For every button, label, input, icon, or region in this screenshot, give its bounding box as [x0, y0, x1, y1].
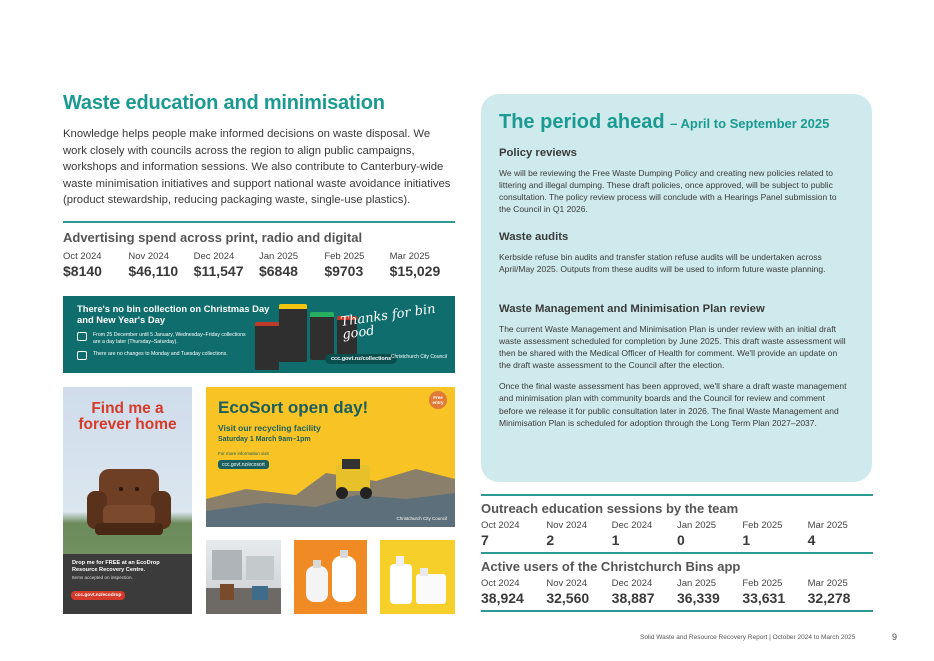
stat-month: Nov 2024	[128, 250, 169, 262]
stat-month: Dec 2024	[611, 578, 653, 589]
stat-month: Nov 2024	[546, 578, 587, 589]
stat-item	[808, 578, 873, 606]
stat-item	[612, 578, 677, 606]
stat-value: 1	[742, 532, 751, 548]
stat-value: 4	[807, 532, 816, 548]
stat-item	[324, 251, 389, 279]
app-users-title: Active users of the Christchurch Bins app	[481, 559, 741, 574]
yellow-lid-bin	[279, 304, 307, 362]
period-title-main: The period ahead	[499, 111, 665, 133]
stat-month: Mar 2025	[807, 520, 848, 531]
poster-footer-sub: Items accepted on inspection.	[72, 575, 133, 580]
section-heading: Policy reviews	[499, 147, 577, 159]
stat-item	[194, 251, 259, 279]
green-lid-bin	[310, 312, 334, 360]
plastic-containers-image	[380, 540, 455, 614]
armchair-image	[85, 463, 173, 541]
stat-value: $8140	[63, 262, 102, 279]
waste-audits-section	[499, 231, 849, 275]
stat-item	[390, 251, 455, 279]
stat-month: Feb 2025	[742, 578, 783, 589]
stat-month: Dec 2024	[193, 250, 235, 262]
stat-item	[612, 520, 677, 548]
stat-value: $15,029	[389, 262, 441, 279]
stat-month: Dec 2024	[611, 520, 653, 531]
stat-item	[808, 520, 873, 548]
intro-paragraph: Knowledge helps people make informed decisions on waste disposal. We work closely with councils across the region to align public campaigns, workshops and information sessions. We also contribute to Canterbury-wide waste minimisation initiatives and support national waste avoidance initiatives (product stewardship, reducing packaging waste, single-use plastics).	[63, 128, 451, 206]
section-paragraph: We will be reviewing the Free Waste Dumping Policy and creating new policies related to littering and illegal dumping. These draft policies, once approved, will be subject to public consultation. The policy review process will conclude with a Hearings Panel submission to the Council in Q1 2026.	[499, 168, 837, 215]
stat-month: Mar 2025	[807, 578, 848, 589]
thanks-script: Thanks for bin good	[339, 301, 437, 343]
stat-month: Jan 2025	[676, 520, 717, 531]
stat-item	[546, 578, 611, 606]
ad-spend-stats	[63, 251, 455, 279]
section-paragraph: Kerbside refuse bin audits and transfer station refuse audits will be undertaken across April/May 2025. Outputs from these audits will be used to inform future waste planning.	[499, 252, 826, 275]
stat-month: Oct 2024	[481, 520, 520, 531]
stat-value: 7	[481, 532, 489, 548]
stat-month: Feb 2025	[742, 520, 783, 531]
page-number: 9	[892, 632, 898, 642]
stat-month: Nov 2024	[546, 520, 587, 531]
section-paragraph: The current Waste Management and Minimisation Plan is under review with an initial draft waste assessment scheduled for completion by June 2025. This draft waste assessment will then be shared with the Medical Officer of Health for comment. We'll provide an update on the draft waste assessment to the Council after the election.	[499, 324, 846, 371]
poster-footer-title: Drop me for FREE at an EcoDrop Resource Recovery Centre.	[72, 560, 160, 573]
section-heading: Waste Management and Minimisation Plan review	[499, 303, 765, 315]
ecosort-title: EcoSort open day!	[218, 398, 369, 417]
stat-item	[677, 520, 742, 548]
page-footer: Solid Waste and Resource Recovery Report | October 2024 to March 2025	[640, 634, 856, 641]
divider	[63, 221, 455, 223]
stat-month: Mar 2025	[389, 250, 430, 262]
stat-value: $46,110	[128, 262, 179, 279]
calendar-check-icon	[77, 351, 87, 360]
calendar-icon	[77, 332, 87, 341]
section-paragraph: Once the final waste assessment has been approved, we'll share a draft waste management and minimisation plan with community boards and the Council for review and comment before we release it for public consultation later in 2026. The final Waste Management and Minimisation Plan is scheduled for adoption through the Long Term Plan 2027–2037.	[499, 381, 847, 428]
ad-spend-title: Advertising spend across print, radio and digital	[63, 229, 363, 245]
stat-value: 0	[676, 532, 685, 548]
stat-value: $11,547	[193, 262, 244, 279]
stat-month: Feb 2025	[324, 250, 365, 262]
period-subtitle: – April to September 2025	[670, 116, 830, 131]
period-ahead-panel	[481, 94, 872, 482]
outreach-stat-row	[481, 520, 873, 548]
forever-home-poster	[63, 387, 192, 614]
banner-url[interactable]: ccc.govt.nz/collections	[325, 354, 397, 364]
ecodrop-photo	[206, 540, 281, 614]
stat-item	[63, 251, 128, 279]
stat-item	[742, 578, 807, 606]
poster-footer-url[interactable]: ccc.govt.nz/ecodrop	[71, 591, 125, 600]
section-heading: Waste audits	[499, 231, 569, 243]
ecosort-poster	[206, 387, 455, 527]
app-users-stat-row	[481, 578, 873, 606]
stat-item	[481, 520, 546, 548]
poster-title: Find me a forever home	[78, 400, 177, 433]
recovery-centre-image	[206, 540, 281, 614]
stat-value: 36,339	[676, 590, 720, 606]
stat-month: Jan 2025	[258, 250, 299, 262]
period-title	[499, 111, 829, 134]
red-lid-bin	[255, 322, 279, 370]
banner-line-2: There are no changes to Monday and Tuesday collections.	[93, 351, 228, 357]
stat-item	[742, 520, 807, 548]
wmmp-review-section	[499, 303, 849, 429]
ecosort-council-logo: Christchurch City Council	[396, 516, 447, 521]
stat-item	[259, 251, 324, 279]
divider	[481, 494, 873, 496]
stat-month: Jan 2025	[676, 578, 717, 589]
left-column	[63, 92, 455, 279]
stat-value: 1	[611, 532, 620, 548]
stat-value: 32,560	[546, 590, 590, 606]
stat-month: Oct 2024	[63, 250, 102, 262]
app-users-stats	[481, 552, 873, 612]
outreach-stats	[481, 494, 873, 548]
stat-value: $6848	[258, 262, 298, 279]
free-entry-badge: Free entry	[429, 391, 447, 409]
ecosort-sub2: Saturday 1 March 9am–1pm	[218, 436, 311, 443]
policy-reviews-section	[499, 147, 849, 215]
stat-value: 33,631	[742, 590, 786, 606]
stat-value: 32,278	[807, 590, 851, 606]
gas-bottles-image	[294, 540, 367, 614]
stat-value: 2	[546, 532, 555, 548]
stat-item	[128, 251, 193, 279]
council-logo: Christchurch City Council	[390, 354, 447, 360]
banner-heading: There's no bin collection on Christmas Day and New Year's Day	[77, 303, 270, 325]
stat-month: Oct 2024	[481, 578, 520, 589]
stat-item	[546, 520, 611, 548]
containers-photo	[380, 540, 455, 614]
outreach-title: Outreach education sessions by the team	[481, 501, 739, 516]
ecosort-sub1: Visit our recycling facility	[218, 423, 321, 433]
ecosort-more: For more information visit	[218, 451, 269, 456]
bin-collection-banner	[63, 296, 455, 373]
stat-value: $9703	[324, 262, 364, 279]
ecosort-url[interactable]: ccc.govt.nz/ecosort	[218, 460, 269, 469]
section-title: Waste education and minimisation	[63, 92, 385, 114]
stat-item	[677, 578, 742, 606]
banner-line-1: From 25 December until 5 January, Wednesday–Friday collections are a day later (Thursday–Saturday).	[93, 332, 246, 345]
divider	[481, 552, 873, 554]
poster-footer	[63, 554, 192, 614]
divider	[481, 610, 873, 612]
gas-bottles-photo	[294, 540, 367, 614]
stat-item	[481, 578, 546, 606]
stat-value: 38,887	[611, 590, 655, 606]
stat-value: 38,924	[481, 590, 524, 606]
